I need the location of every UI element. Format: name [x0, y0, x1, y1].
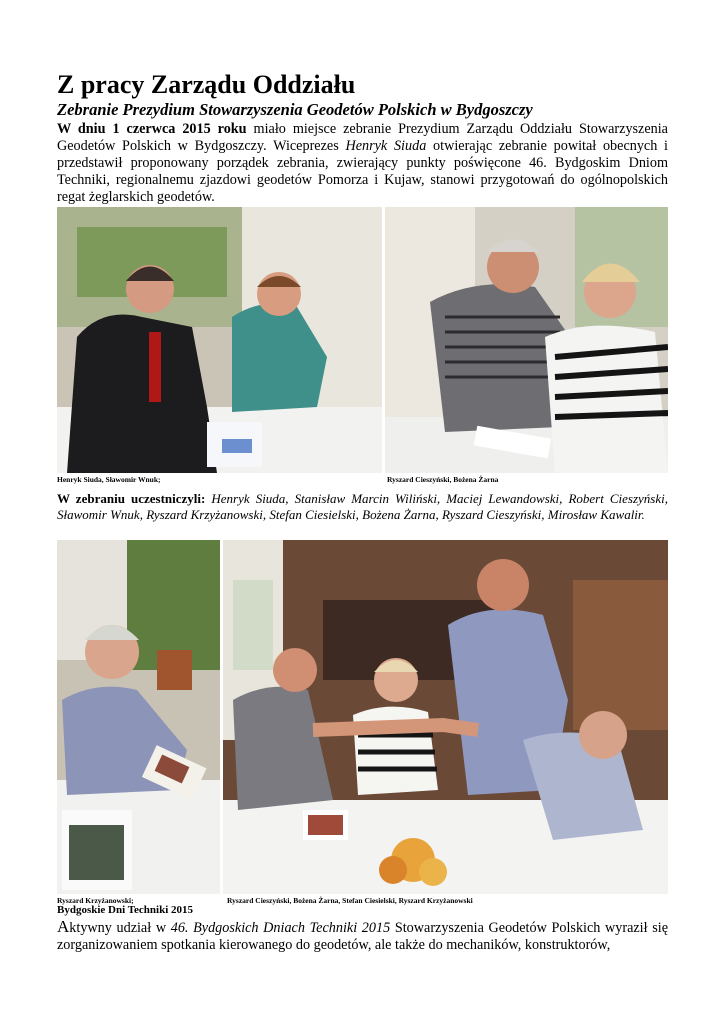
- participants-names: Henryk Siuda, Stanisław Marcin Wiliński, Maciej Lewandowski, Robert Cieszyński, Sławomir Wnuk, Ryszard Krzyżanowski, Stefan Ciesielski, Bożena Żarna, Ryszard Cieszyński, Mirosław Kawalir.: [57, 491, 669, 522]
- caption-photo-2: Ryszard Cieszyński, Bożena Żarna: [387, 475, 499, 484]
- photo-cieszynski-zarna: [385, 207, 668, 473]
- section-paragraph: [57, 918, 668, 954]
- intro-text-2: otwierając zebranie powitał obecnych i przedstawił proponowany porządek zebrania, zwierający punkty poświęcone 46. Bydgoskim Dniom Techniki, regionalnemu zjazdowi geodetów Pomorza i Kujaw, stanowi przygotowań do ogólnopolskich regat żeglarskich geodetów.: [57, 138, 669, 205]
- photo-krzyzanowski: [57, 540, 220, 894]
- section-heading: Bydgoskie Dni Techniki 2015: [57, 904, 194, 916]
- intro-paragraph: [57, 121, 668, 206]
- article-subtitle: Zebranie Prezydium Stowarzyszenia Geodetów Polskich w Bydgoszczy: [57, 100, 533, 119]
- event-name: 46. Bydgoskich Dniach Techniki 2015: [170, 920, 391, 936]
- page-title: Z pracy Zarządu Oddziału: [57, 70, 356, 99]
- first-letter: A: [57, 917, 70, 936]
- photo-group-handshake: [223, 540, 668, 894]
- intro-date: W dniu 1 czerwca 2015 roku: [57, 121, 247, 137]
- section-text-2: Stowarzyszenia Geodetów Polskich wyraził się zorganizowaniem spotkania kierowanego do geodetów, ale także do mechaników, konstruktorów,: [57, 920, 668, 953]
- participants-paragraph: [57, 491, 668, 523]
- photo-siuda-wnuk: [57, 207, 382, 473]
- caption-photo-1: Henryk Siuda, Sławomir Wnuk;: [57, 475, 161, 484]
- intro-name: Henryk Siuda: [345, 138, 427, 154]
- section-text-1: ktywny udział w: [69, 920, 171, 936]
- intro-text-1: miało miejsce zebranie Prezydium Zarządu Oddziału Stowarzyszenia Geodetów Polskich w Bydgoszczy. Wiceprezes: [57, 121, 668, 154]
- caption-photo-3: Ryszard Krzyżanowski;: [57, 896, 134, 905]
- caption-photo-4: Ryszard Cieszyński, Bożena Żarna, Stefan Ciesielski, Ryszard Krzyżanowski: [227, 896, 473, 905]
- participants-label: W zebraniu uczestniczyli:: [57, 491, 206, 506]
